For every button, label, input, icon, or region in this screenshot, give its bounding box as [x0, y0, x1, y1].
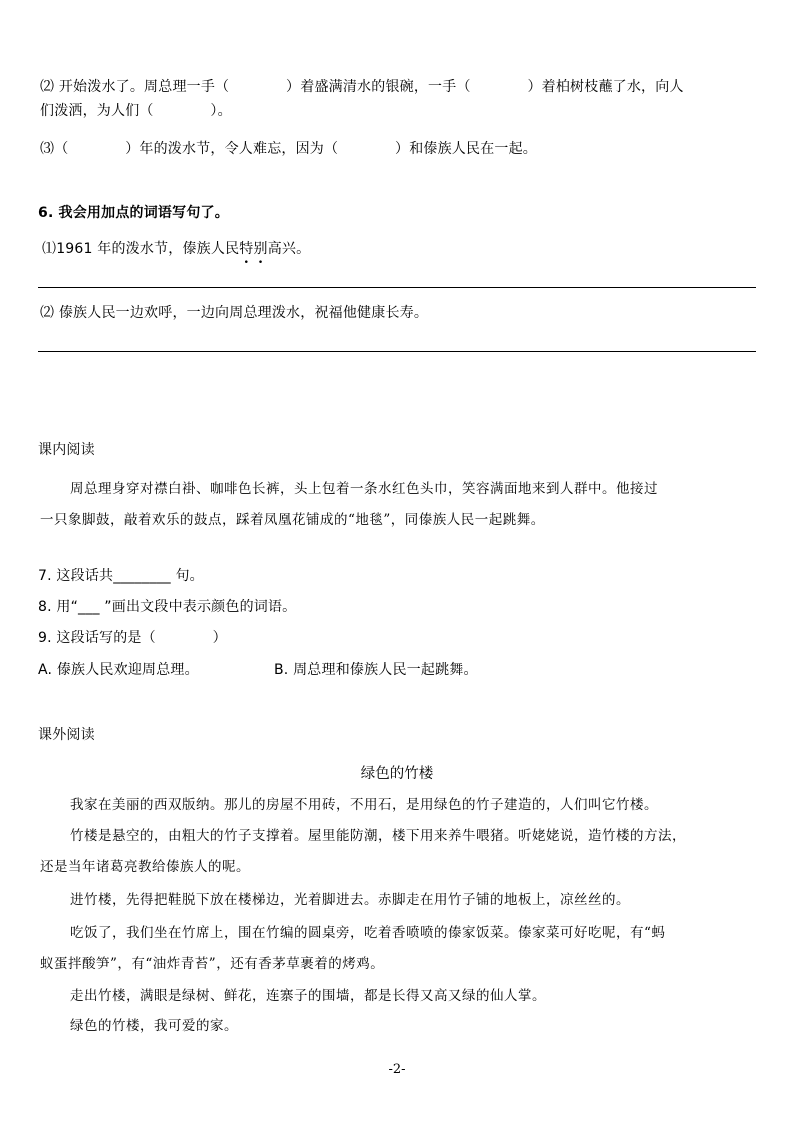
q7: 7. 这段话共________ 句。 — [38, 568, 204, 584]
q6-title: 6. 我会用加点的词语写句了。 — [38, 205, 229, 221]
passage-p4-line1: 吃饭了，我们坐在竹席上，围在竹编的圆桌旁，吃着香喷喷的傣家饭菜。傣家菜可好吃呢，有“蚂 — [70, 925, 666, 941]
inclass-heading: 课内阅读 — [38, 442, 95, 458]
passage-p2-line1: 竹楼是悬空的，由粗大的竹子支撑着。屋里能防潮，楼下用来养牛喂猪。听姥姥说，造竹楼的方法， — [70, 828, 686, 844]
q8: 8. 用“___ ”画出文段中表示颜色的词语。 — [38, 599, 297, 615]
passage-p1: 我家在美丽的西双版纳。那儿的房屋不用砖，不用石，是用绿色的竹子建造的，人们叫它竹楼。 — [70, 797, 658, 813]
passage-title: 绿色的竹楼 — [360, 766, 434, 782]
q9-option-b: B. 周总理和傣族人民一起跳舞。 — [274, 662, 478, 678]
passage-p5: 走出竹楼，满眼是绿树、鲜花，连寨子的围墙，都是长得又高又绿的仙人掌。 — [70, 988, 546, 1004]
passage-p6: 绿色的竹楼，我可爱的家。 — [70, 1018, 238, 1034]
passage-p2-line2: 还是当年诸葛亮教给傣族人的呢。 — [40, 859, 250, 875]
q6-sentence1 — [42, 239, 310, 259]
passage-p3: 进竹楼，先得把鞋脱下放在楼梯边，光着脚进去。赤脚走在用竹子铺的地板上，凉丝丝的。 — [70, 892, 630, 908]
q5-item2-line2: 们泼洒，为人们（ ）。 — [40, 103, 232, 119]
q9-option-a: A. 傣族人民欢迎周总理。 — [38, 662, 199, 678]
inclass-paragraph-line2: 一只象脚鼓，敲着欢乐的鼓点，踩着凤凰花铺成的“地毯”，同傣族人民一起跳舞。 — [40, 512, 545, 528]
inclass-paragraph-line1: 周总理身穿对襟白褂、咖啡色长裤，头上包着一条水红色头巾，笑容满面地来到人群中。他接过 — [70, 481, 658, 497]
q5-item2-line1: ⑵ 开始泼水了。周总理一手（ ）着盛满清水的银碗，一手（ ）着柏树枝蘸了水，向人 — [40, 79, 684, 95]
q5-item3: ⑶（ ）年的泼水节，令人难忘，因为（ ）和傣族人民在一起。 — [40, 141, 537, 157]
passage-p4-line2: 蚁蛋拌酸笋”，有“油炸青苔”，还有香茅草裹着的烤鸡。 — [40, 956, 385, 972]
answer-line-1[interactable] — [38, 287, 756, 288]
emphasis-dot-char: 别 — [253, 241, 268, 257]
emphasis-dot-char: 特 — [239, 241, 254, 257]
answer-line-2[interactable] — [38, 351, 756, 352]
outclass-heading: 课外阅读 — [38, 727, 95, 743]
q6-s1-after: 高兴。 — [267, 241, 311, 257]
page-number: -2- — [388, 1062, 406, 1077]
q6-s1-before: ⑴1961 年的泼水节，傣族人民 — [42, 241, 240, 257]
q9: 9. 这段话写的是（ ） — [38, 630, 227, 646]
q6-sentence2: ⑵ 傣族人民一边欢呼，一边向周总理泼水，祝福他健康长寿。 — [40, 305, 429, 321]
